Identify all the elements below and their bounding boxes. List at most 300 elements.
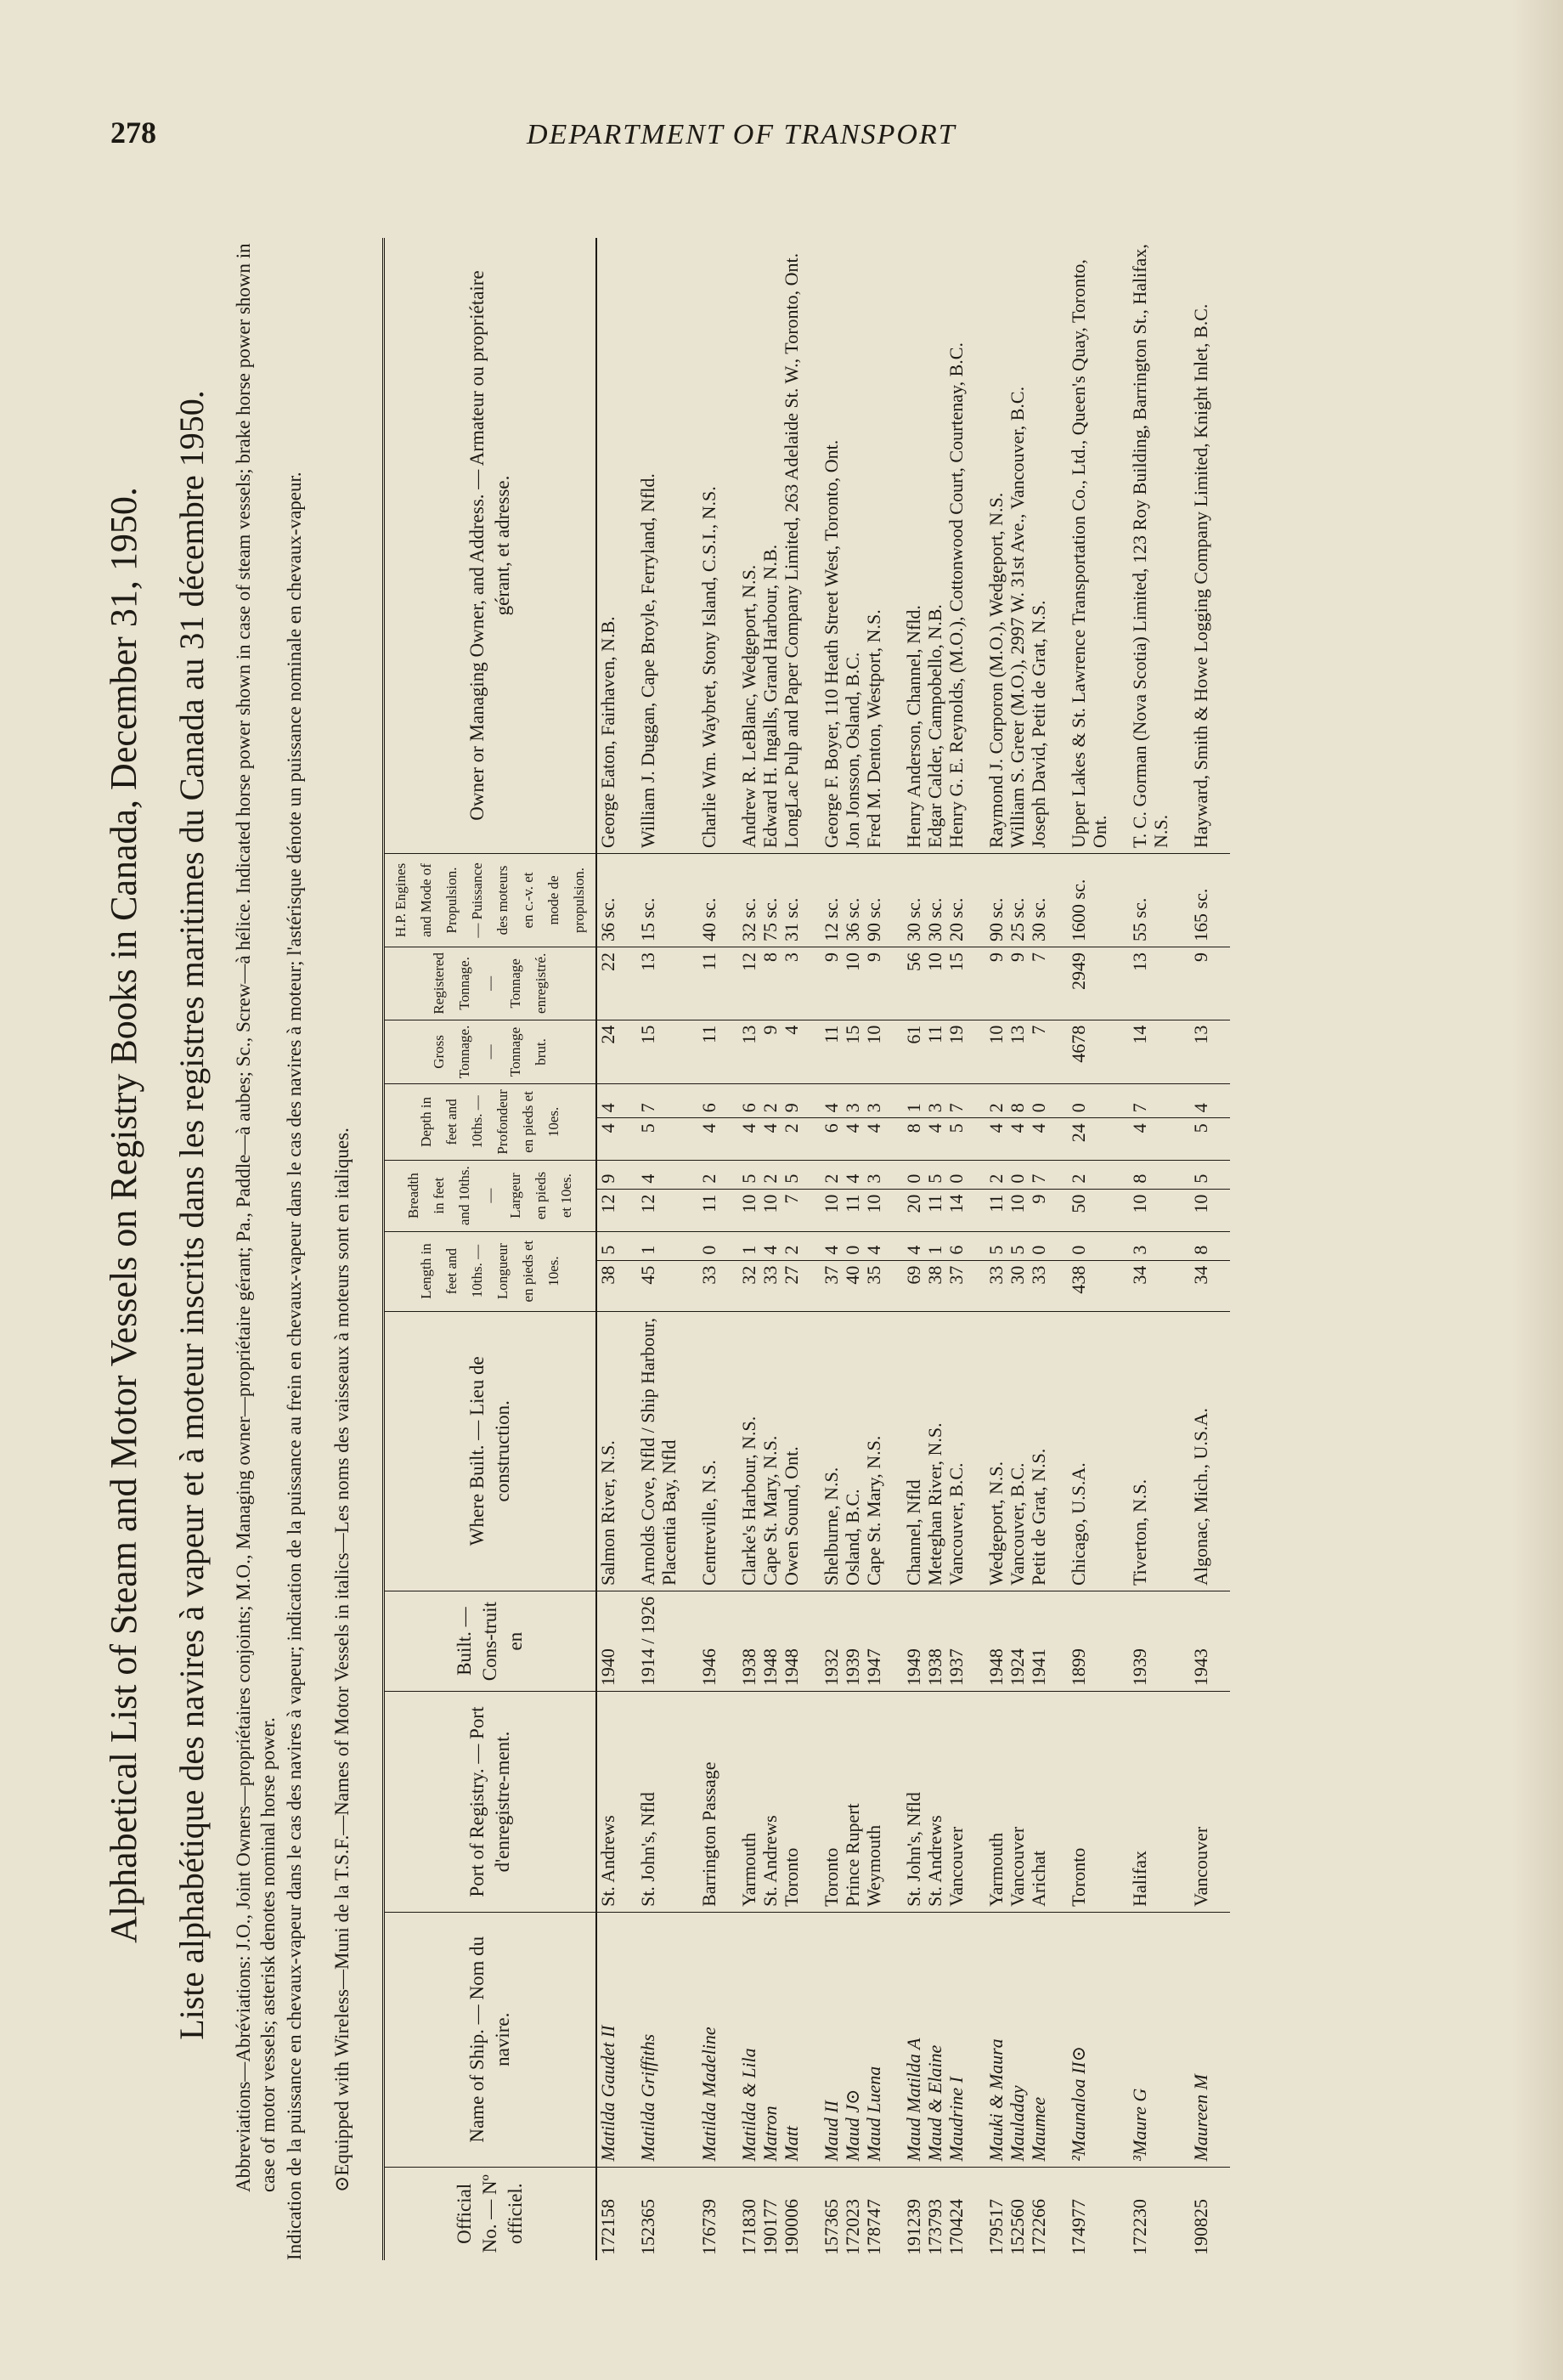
spacer-cell — [802, 947, 821, 1020]
registered-tonnage-cell: 9 — [821, 947, 842, 1020]
spacer-cell — [1171, 947, 1190, 1020]
spacer-cell — [618, 1231, 637, 1260]
table-row — [1068, 238, 1110, 2260]
where-built-cell: Salmon River, N.S. — [596, 1311, 618, 1591]
breadth-tenths-cell: 2 — [759, 1160, 781, 1189]
built-year-cell: 1937 — [945, 1591, 967, 1692]
depth-tenths-cell: 2 — [759, 1084, 781, 1118]
spacer-cell — [967, 1912, 985, 2167]
breadth-tenths-cell: 5 — [1190, 1160, 1211, 1189]
spacer-cell — [1049, 1084, 1068, 1118]
horsepower-cell: 31 sc. — [781, 854, 802, 947]
depth-tenths-cell: 4 — [596, 1084, 618, 1118]
owner-cell: Hayward, Smith & Howe Logging Company Limited, Knight Inlet, B.C. — [1190, 238, 1211, 854]
spacer-cell — [802, 238, 821, 854]
where-built-cell: Petit de Grat, N.S. — [1028, 1311, 1049, 1591]
spacer-cell — [884, 2167, 903, 2260]
spacer-cell — [1049, 2167, 1068, 2260]
breadth-feet-cell: 10 — [759, 1189, 781, 1231]
depth-tenths-cell: 6 — [738, 1084, 759, 1118]
spacer-cell — [1110, 1311, 1129, 1591]
gross-tonnage-cell: 11 — [924, 1020, 945, 1084]
col-gross: Gross Tonnage. — Tonnage brut. — [385, 1020, 596, 1084]
spacer-cell — [1110, 1260, 1129, 1311]
registered-tonnage-cell: 3 — [781, 947, 802, 1020]
registered-tonnage-cell: 10 — [842, 947, 863, 1020]
col-breadth: Breadth in feet and 10ths. — Largeur en pieds et 10es. — [385, 1160, 596, 1231]
spacer-cell — [618, 1084, 637, 1118]
spacer-cell — [680, 1189, 698, 1231]
spacer-cell — [884, 1260, 903, 1311]
ship-name-cell: Matt — [781, 1912, 802, 2167]
gross-tonnage-cell: 13 — [1007, 1020, 1028, 1084]
length-feet-cell: 33 — [698, 1260, 719, 1311]
spacer-cell — [884, 1084, 903, 1118]
ship-name-cell: Mauladay — [1007, 1912, 1028, 2167]
built-year-cell: 1946 — [698, 1591, 719, 1692]
spacer-cell — [1171, 1020, 1190, 1084]
ship-name-cell: Matilda Madeline — [698, 1912, 719, 2167]
spacer-cell — [719, 1231, 738, 1260]
spacer-cell — [719, 947, 738, 1020]
length-tenths-cell: 8 — [1190, 1231, 1211, 1260]
spacer-cell — [1110, 238, 1129, 854]
port-cell: St. John's, Nfld — [903, 1692, 924, 1913]
depth-feet-cell: 4 — [985, 1118, 1007, 1160]
spacer-cell — [967, 1231, 985, 1260]
depth-feet-cell: 24 — [1068, 1118, 1110, 1160]
port-cell: Halifax — [1129, 1692, 1171, 1913]
ship-name-cell: Maud J⊙ — [842, 1912, 863, 2167]
built-year-cell: 1947 — [863, 1591, 884, 1692]
registered-tonnage-cell: 10 — [924, 947, 945, 1020]
spacer-cell — [1211, 854, 1230, 947]
gross-tonnage-cell: 4678 — [1068, 1020, 1110, 1084]
length-feet-cell: 38 — [596, 1260, 618, 1311]
col-owner: Owner or Managing Owner, and Address. — Armateur ou propriétaire gérant, et adresse. — [385, 238, 596, 854]
built-year-cell: 1938 — [924, 1591, 945, 1692]
spacer-cell — [618, 2167, 637, 2260]
spacer-cell — [967, 947, 985, 1020]
spacer-cell — [884, 1231, 903, 1260]
ship-name-cell: Maumee — [1028, 1912, 1049, 2167]
where-built-cell: Cape St. Mary, N.S. — [759, 1311, 781, 1591]
spacer-cell — [884, 1189, 903, 1231]
breadth-feet-cell: 10 — [738, 1189, 759, 1231]
spacer-cell — [1211, 1160, 1230, 1189]
spacer-cell — [884, 238, 903, 854]
built-year-cell: 1948 — [781, 1591, 802, 1692]
depth-feet-cell: 4 — [842, 1118, 863, 1160]
spacer-cell — [884, 1160, 903, 1189]
spacer-cell — [618, 1189, 637, 1231]
ship-name-cell: Maud Luena — [863, 1912, 884, 2167]
spacer-cell — [680, 854, 698, 947]
depth-tenths-cell: 2 — [985, 1084, 1007, 1118]
built-year-cell: 1943 — [1190, 1591, 1211, 1692]
spacer-cell — [618, 947, 637, 1020]
owner-cell: Charlie Wm. Waybret, Stony Island, C.S.I., N.S. — [698, 238, 719, 854]
table-row — [698, 238, 719, 2260]
spacer-cell — [1171, 854, 1190, 947]
built-year-cell: 1948 — [985, 1591, 1007, 1692]
ship-name-cell: Matron — [759, 1912, 781, 2167]
registered-tonnage-cell: 56 — [903, 947, 924, 1020]
spacer-cell — [618, 1160, 637, 1189]
spacer-cell — [680, 947, 698, 1020]
spacer-cell — [1171, 2167, 1190, 2260]
breadth-feet-cell: 12 — [637, 1189, 680, 1231]
breadth-feet-cell: 10 — [821, 1189, 842, 1231]
official-number-cell: 190006 — [781, 2199, 802, 2255]
rotated-content — [102, 170, 1410, 2260]
col-hp: H.P. Engines and Mode of Propulsion. — Puissance des moteurs en c.-v. et mode de propulsion. — [385, 854, 596, 947]
length-tenths-cell: 1 — [738, 1231, 759, 1260]
length-tenths-cell: 5 — [596, 1231, 618, 1260]
spacer-cell — [1049, 1118, 1068, 1160]
depth-feet-cell: 4 — [596, 1118, 618, 1160]
spacer-cell — [802, 1260, 821, 1311]
table-row — [1190, 238, 1211, 2260]
length-feet-cell: 33 — [985, 1260, 1007, 1311]
spacer-cell — [1049, 947, 1068, 1020]
table-row — [1028, 238, 1049, 2260]
horsepower-cell: 12 sc. — [821, 854, 842, 947]
table-header-row — [385, 238, 596, 2260]
port-cell: St. Andrews — [596, 1692, 618, 1913]
spacer-cell — [967, 1189, 985, 1231]
owner-cell: Raymond J. Corporon (M.O.), Wedgeport, N.S. — [985, 238, 1007, 854]
breadth-feet-cell: 11 — [698, 1189, 719, 1231]
spacer-cell — [719, 1189, 738, 1231]
official-number-cell: 170424 — [945, 2199, 967, 2255]
spacer-cell — [884, 1311, 903, 1591]
length-feet-cell: 37 — [821, 1260, 842, 1311]
spacer-cell — [1110, 1020, 1129, 1084]
spacer-cell — [680, 1260, 698, 1311]
port-cell: Toronto — [821, 1692, 842, 1913]
wireless-note: ⊙Equipped with Wireless—Muni de la T.S.F.—Names of Motor Vessels in italics—Les noms des vaisseaux à moteurs sont en italiques. — [331, 1128, 353, 2192]
gross-tonnage-cell: 4 — [781, 1020, 802, 1084]
breadth-tenths-cell: 4 — [637, 1160, 680, 1189]
breadth-tenths-cell: 8 — [1129, 1160, 1171, 1189]
port-cell: Vancouver — [1007, 1692, 1028, 1913]
spacer-cell — [1110, 1189, 1129, 1231]
spacer-cell — [680, 1591, 698, 1692]
col-port: Port of Registry. — Port d'enregistre-ment. — [385, 1692, 596, 1913]
spacer-cell — [802, 2167, 821, 2260]
length-feet-cell: 40 — [842, 1260, 863, 1311]
port-cell: Vancouver — [1190, 1692, 1211, 1913]
built-year-cell: 1914 / 1926 — [637, 1591, 680, 1692]
horsepower-cell: 30 sc. — [1028, 854, 1049, 947]
breadth-feet-cell: 10 — [1007, 1189, 1028, 1231]
spacer-cell — [1110, 1118, 1129, 1160]
ship-name-cell: Matilda Gaudet II — [596, 1912, 618, 2167]
gross-tonnage-cell: 7 — [1028, 1020, 1049, 1084]
official-number-cell: 157365 — [821, 2199, 842, 2255]
spacer-cell — [618, 238, 637, 854]
spacer-cell — [1211, 1912, 1230, 2167]
spacer-cell — [1110, 1591, 1129, 1692]
spacer-cell — [719, 1260, 738, 1311]
table-row — [863, 238, 884, 2260]
length-feet-cell: 35 — [863, 1260, 884, 1311]
where-built-cell: Wedgeport, N.S. — [985, 1311, 1007, 1591]
depth-feet-cell: 4 — [738, 1118, 759, 1160]
registered-tonnage-cell: 22 — [596, 947, 618, 1020]
spacer-cell — [1171, 1260, 1190, 1311]
spacer-cell — [884, 1020, 903, 1084]
where-built-cell: Shelburne, N.S. — [821, 1311, 842, 1591]
spacer-cell — [719, 1311, 738, 1591]
owner-cell: Andrew R. LeBlanc, Wedgeport, N.S. — [738, 238, 759, 854]
port-cell: Vancouver — [945, 1692, 967, 1913]
page-number: 278 — [110, 116, 156, 150]
official-number-cell: 178747 — [863, 2199, 884, 2255]
port-cell: St. Andrews — [759, 1692, 781, 1913]
group-spacer — [618, 238, 637, 2260]
depth-tenths-cell: 4 — [821, 1084, 842, 1118]
table-row — [924, 238, 945, 2260]
breadth-tenths-cell: 2 — [985, 1160, 1007, 1189]
owner-cell: Henry Anderson, Channel, Nfld. — [903, 238, 924, 854]
depth-tenths-cell: 1 — [903, 1084, 924, 1118]
table-row — [637, 238, 680, 2260]
where-built-cell: Chicago, U.S.A. — [1068, 1311, 1110, 1591]
length-tenths-cell: 4 — [863, 1231, 884, 1260]
official-number-cell: 190177 — [759, 2199, 781, 2255]
depth-tenths-cell: 3 — [924, 1084, 945, 1118]
spacer-cell — [618, 1260, 637, 1311]
length-feet-cell: 34 — [1129, 1260, 1171, 1311]
horsepower-cell: 32 sc. — [738, 854, 759, 947]
registered-tonnage-cell: 9 — [863, 947, 884, 1020]
length-tenths-cell: 0 — [698, 1231, 719, 1260]
depth-feet-cell: 5 — [1190, 1118, 1211, 1160]
horsepower-cell: 55 sc. — [1129, 854, 1171, 947]
built-year-cell: 1941 — [1028, 1591, 1049, 1692]
owner-cell: Fred M. Denton, Westport, N.S. — [863, 238, 884, 854]
spacer-cell — [1211, 238, 1230, 854]
port-cell: Weymouth — [863, 1692, 884, 1913]
ship-name-cell: Maud Matilda A — [903, 1912, 924, 2167]
horsepower-cell: 20 sc. — [945, 854, 967, 947]
group-spacer — [884, 238, 903, 2260]
length-feet-cell: 33 — [1028, 1260, 1049, 1311]
spacer-cell — [802, 1020, 821, 1084]
official-number-cell: 172023 — [842, 2199, 863, 2255]
table-row — [842, 238, 863, 2260]
built-year-cell: 1949 — [903, 1591, 924, 1692]
length-tenths-cell: 0 — [842, 1231, 863, 1260]
depth-tenths-cell: 7 — [637, 1084, 680, 1118]
spacer-cell — [719, 1118, 738, 1160]
depth-feet-cell: 4 — [924, 1118, 945, 1160]
official-number-cell: 172230 — [1129, 2199, 1150, 2255]
table-row — [759, 238, 781, 2260]
official-number-cell: 190825 — [1190, 2199, 1211, 2255]
spacer-cell — [1049, 1692, 1068, 1913]
spacer-cell — [1171, 1189, 1190, 1231]
spacer-cell — [802, 1912, 821, 2167]
registered-tonnage-cell: 12 — [738, 947, 759, 1020]
length-tenths-cell: 4 — [821, 1231, 842, 1260]
spacer-cell — [1110, 947, 1129, 1020]
spacer-cell — [1171, 1591, 1190, 1692]
spacer-cell — [680, 1084, 698, 1118]
spacer-cell — [1049, 1020, 1068, 1084]
depth-tenths-cell: 6 — [698, 1084, 719, 1118]
spacer-cell — [1171, 1160, 1190, 1189]
group-spacer — [1110, 238, 1129, 2260]
spacer-cell — [967, 1084, 985, 1118]
official-number-cell: 179517 — [985, 2199, 1007, 2255]
col-official: Official No. — Nº officiel. — [385, 2167, 596, 2260]
gross-tonnage-cell: 24 — [596, 1020, 618, 1084]
breadth-feet-cell: 10 — [863, 1189, 884, 1231]
length-tenths-cell: 4 — [759, 1231, 781, 1260]
gross-tonnage-cell: 19 — [945, 1020, 967, 1084]
owner-cell: George F. Boyer, 110 Heath Street West, Toronto, Ont. — [821, 238, 842, 854]
spacer-cell — [1211, 1020, 1230, 1084]
spacer-cell — [618, 854, 637, 947]
length-feet-cell: 32 — [738, 1260, 759, 1311]
ship-name-cell: Mauki & Maura — [985, 1912, 1007, 2167]
ship-name-cell: Maudrine I — [945, 1912, 967, 2167]
spacer-cell — [618, 1591, 637, 1692]
spacer-cell — [884, 1692, 903, 1913]
depth-feet-cell: 4 — [698, 1118, 719, 1160]
vessel-table-wrap — [382, 238, 1404, 2260]
built-year-cell: 1938 — [738, 1591, 759, 1692]
length-feet-cell: 33 — [759, 1260, 781, 1311]
breadth-tenths-cell: 3 — [863, 1160, 884, 1189]
spacer-cell — [802, 1591, 821, 1692]
depth-tenths-cell: 7 — [1129, 1084, 1171, 1118]
gross-tonnage-cell: 10 — [985, 1020, 1007, 1084]
registered-tonnage-cell: 11 — [698, 947, 719, 1020]
spacer-cell — [719, 1020, 738, 1084]
spacer-cell — [1049, 1260, 1068, 1311]
registered-tonnage-cell: 15 — [945, 947, 967, 1020]
breadth-feet-cell: 50 — [1068, 1189, 1110, 1231]
horsepower-cell: 165 sc. — [1190, 854, 1211, 947]
port-cell: St. John's, Nfld — [637, 1692, 680, 1913]
spacer-cell — [719, 2167, 738, 2260]
spacer-cell — [1049, 1591, 1068, 1692]
official-number-cell: 152365 — [637, 2199, 658, 2255]
breadth-tenths-cell: 5 — [924, 1160, 945, 1189]
built-year-cell: 1940 — [596, 1591, 618, 1692]
horsepower-cell: 36 sc. — [842, 854, 863, 947]
spacer-cell — [1211, 1118, 1230, 1160]
spacer-cell — [1211, 1260, 1230, 1311]
spacer-cell — [884, 947, 903, 1020]
spacer-cell — [680, 238, 698, 854]
spacer-cell — [802, 1692, 821, 1913]
length-feet-cell: 30 — [1007, 1260, 1028, 1311]
official-number-cell: 191239 — [903, 2199, 924, 2255]
group-spacer — [1049, 238, 1068, 2260]
official-number-cell: 152560 — [1007, 2199, 1028, 2255]
table-row — [985, 238, 1007, 2260]
horsepower-cell: 40 sc. — [698, 854, 719, 947]
length-feet-cell: 27 — [781, 1260, 802, 1311]
breadth-feet-cell: 11 — [985, 1189, 1007, 1231]
spacer-cell — [1211, 1591, 1230, 1692]
owner-cell: Jon Jonsson, Osland, B.C. — [842, 238, 863, 854]
group-spacer — [1211, 238, 1230, 2260]
spacer-cell — [1171, 1118, 1190, 1160]
breadth-tenths-cell: 9 — [596, 1160, 618, 1189]
length-tenths-cell: 6 — [945, 1231, 967, 1260]
owner-cell: Edgar Calder, Campobello, N.B. — [924, 238, 945, 854]
spacer-cell — [1171, 1311, 1190, 1591]
col-depth: Depth in feet and 10ths. — Profondeur en pieds et 10es. — [385, 1084, 596, 1160]
spacer-cell — [967, 1260, 985, 1311]
spacer-cell — [1110, 1912, 1129, 2167]
where-built-cell: Tiverton, N.S. — [1129, 1311, 1171, 1591]
registered-tonnage-cell: 7 — [1028, 947, 1049, 1020]
breadth-feet-cell: 20 — [903, 1189, 924, 1231]
spacer-cell — [1171, 238, 1190, 854]
horsepower-cell: 1600 sc. — [1068, 854, 1110, 947]
abbreviations-note-french: Indication de la puissance en chevaux-vapeur dans le cas des navires à vapeur; indication de la puissance au frein en chevaux-vapeur dans le cas des navires à moteur; l'astérisque dénote un puissance nominale en chevaux-vapeur. — [284, 472, 305, 2260]
breadth-tenths-cell: 5 — [738, 1160, 759, 1189]
title-french: Liste alphabétique des navires à vapeur et à moteur inscrits dans les registres maritimes du Canada au 31 décembre 1950. — [172, 390, 211, 2040]
spacer-cell — [967, 1160, 985, 1189]
spacer-cell — [1171, 1084, 1190, 1118]
page-edge-shadow — [1512, 0, 1563, 2380]
spacer-cell — [802, 1160, 821, 1189]
built-year-cell: 1939 — [842, 1591, 863, 1692]
length-tenths-cell: 5 — [985, 1231, 1007, 1260]
col-length: Length in feet and 10ths. — Longueur en pieds et 10es. — [385, 1231, 596, 1311]
built-year-cell: 1932 — [821, 1591, 842, 1692]
gross-tonnage-cell: 10 — [863, 1020, 884, 1084]
built-year-cell: 1939 — [1129, 1591, 1171, 1692]
spacer-cell — [967, 1118, 985, 1160]
horsepower-cell: 75 sc. — [759, 854, 781, 947]
length-tenths-cell: 2 — [781, 1231, 802, 1260]
spacer-cell — [802, 854, 821, 947]
spacer-cell — [719, 854, 738, 947]
spacer-cell — [884, 1591, 903, 1692]
where-built-cell: Vancouver, B.C. — [945, 1311, 967, 1591]
depth-tenths-cell: 8 — [1007, 1084, 1028, 1118]
owner-cell: George Eaton, Fairhaven, N.B. — [596, 238, 618, 854]
registered-tonnage-cell: 9 — [1007, 947, 1028, 1020]
group-spacer — [802, 238, 821, 2260]
where-built-cell: Centreville, N.S. — [698, 1311, 719, 1591]
length-tenths-cell: 1 — [924, 1231, 945, 1260]
gross-tonnage-cell: 14 — [1129, 1020, 1171, 1084]
where-built-cell: Clarke's Harbour, N.S. — [738, 1311, 759, 1591]
spacer-cell — [1110, 1692, 1129, 1913]
length-feet-cell: 45 — [637, 1260, 680, 1311]
port-cell: Yarmouth — [738, 1692, 759, 1913]
length-feet-cell: 438 — [1068, 1260, 1110, 1311]
length-feet-cell: 69 — [903, 1260, 924, 1311]
port-cell: Arichat — [1028, 1692, 1049, 1913]
spacer-cell — [618, 1912, 637, 2167]
spacer-cell — [967, 854, 985, 947]
horsepower-cell: 90 sc. — [985, 854, 1007, 947]
depth-feet-cell: 5 — [945, 1118, 967, 1160]
registered-tonnage-cell: 9 — [1190, 947, 1211, 1020]
where-built-cell: Algonac, Mich., U.S.A. — [1190, 1311, 1211, 1591]
